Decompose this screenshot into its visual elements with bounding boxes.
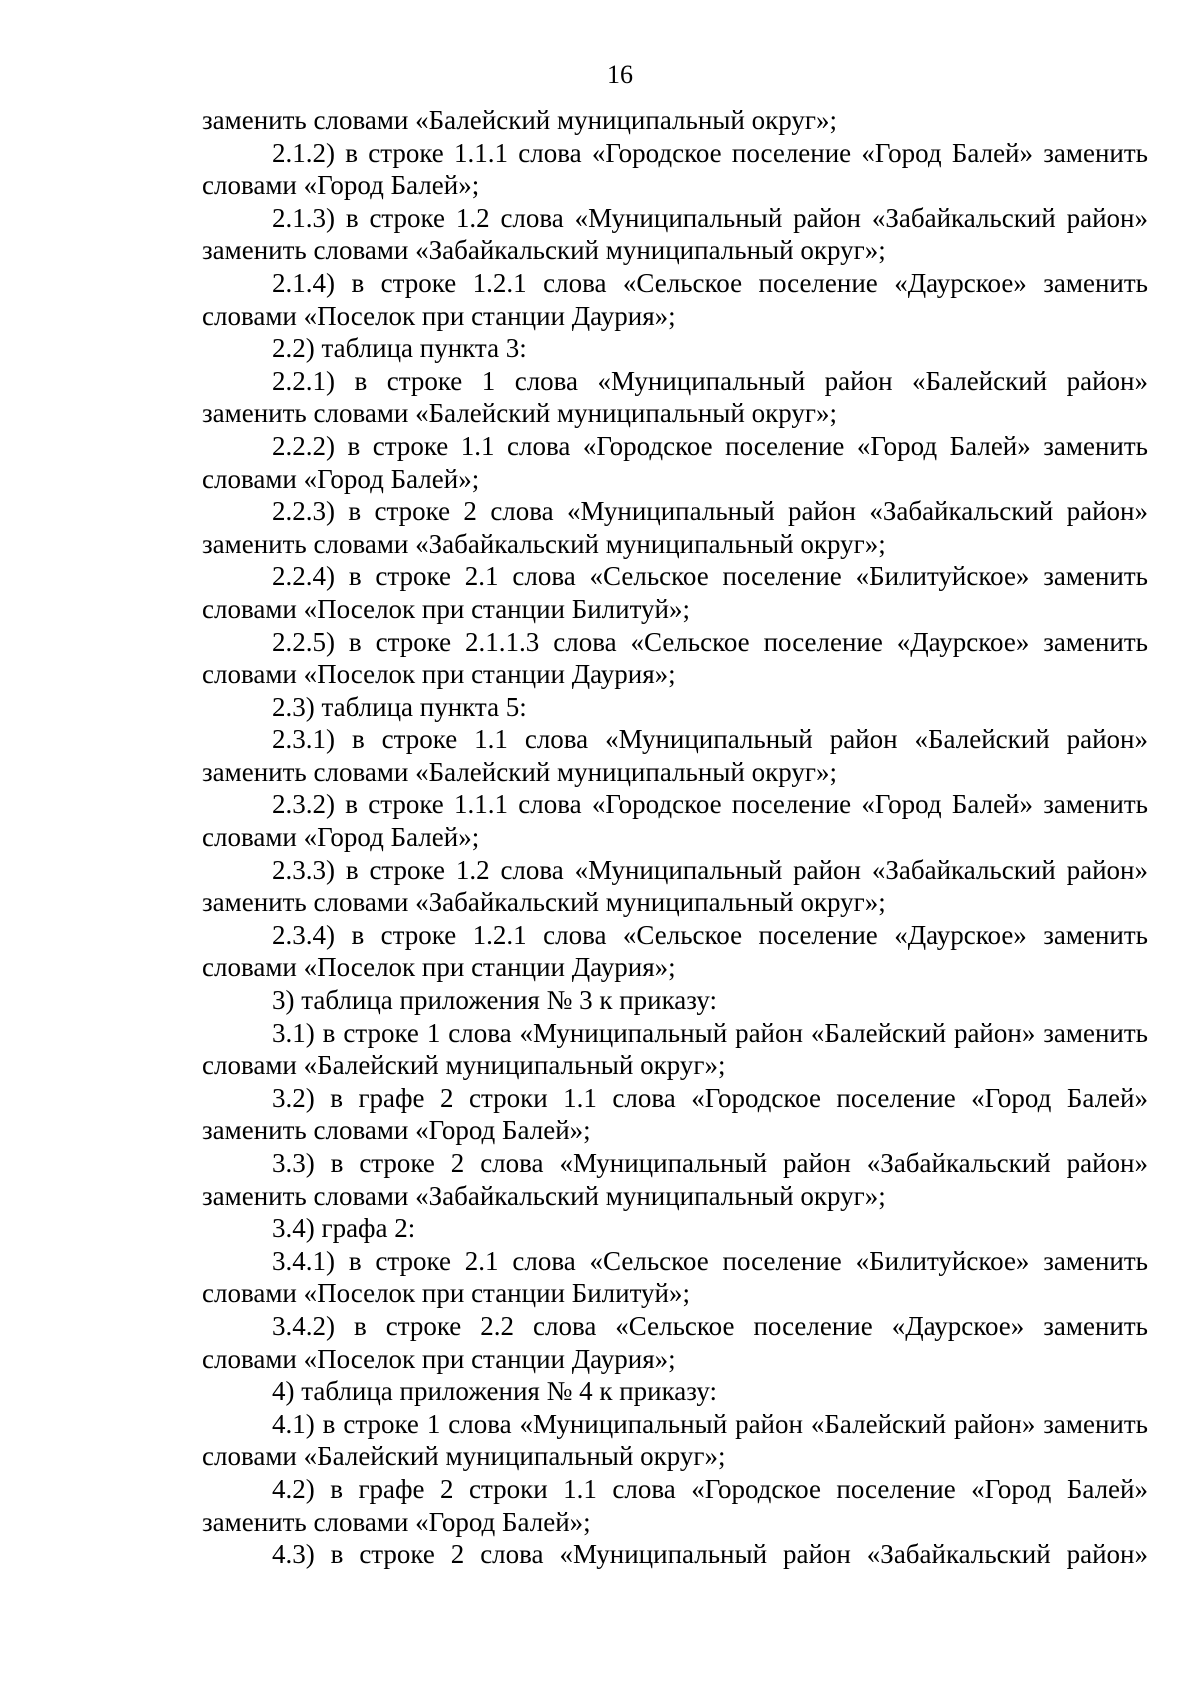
paragraph: 2.2) таблица пункта 3: bbox=[272, 333, 527, 364]
paragraph: 3) таблица приложения № 3 к приказу: bbox=[272, 985, 718, 1016]
paragraph: 2.2.5) в строке 2.1.1.3 слова «Сельское поселение «Даурское» заменить словами «Поселок при станции Даурия»; bbox=[202, 626, 1148, 690]
page-number: 16 bbox=[607, 60, 633, 89]
paragraph: 2.2.3) в строке 2 слова «Муниципальный район «Забайкальский район» заменить словами «Забайкальский муниципальный округ»; bbox=[202, 496, 1148, 559]
paragraph: 2.2.1) в строке 1 слова «Муниципальный район «Балейский район» заменить словами «Балейский муниципальный округ»; bbox=[202, 365, 1148, 429]
paragraph: 4.1) в строке 1 слова «Муниципальный район «Балейский район» заменить словами «Балейский муниципальный округ»; bbox=[202, 1408, 1148, 1472]
paragraph: 2.3.4) в строке 1.2.1 слова «Сельское поселение «Даурское» заменить словами «Поселок при станции Даурия»; bbox=[202, 919, 1148, 983]
paragraph: 2.3.2) в строке 1.1.1 слова «Городское поселение «Город Балей» заменить словами «Город Балей»; bbox=[202, 789, 1148, 853]
paragraph: 2.3.1) в строке 1.1 слова «Муниципальный район «Балейский район» заменить словами «Балейский муниципальный округ»; bbox=[202, 724, 1148, 787]
paragraph: 4.2) в графе 2 строки 1.1 слова «Городское поселение «Город Балей» заменить словами «Город Балей»; bbox=[202, 1473, 1148, 1537]
paragraph: 2.2.4) в строке 2.1 слова «Сельское поселение «Билитуйское» заменить словами «Поселок при станции Билитуй»; bbox=[202, 561, 1148, 624]
paragraph: 3.3) в строке 2 слова «Муниципальный район «Забайкальский район» заменить словами «Забайкальский муниципальный округ»; bbox=[202, 1148, 1148, 1211]
paragraph: 2.1.2) в строке 1.1.1 слова «Городское поселение «Город Балей» заменить словами «Город Балей»; bbox=[202, 137, 1148, 201]
paragraph: 3.4.2) в строке 2.2 слова «Сельское поселение «Даурское» заменить словами «Поселок при станции Даурия»; bbox=[202, 1310, 1148, 1374]
paragraph: 2.3) таблица пункта 5: bbox=[272, 691, 527, 722]
paragraph: 3.4.1) в строке 2.1 слова «Сельское поселение «Билитуйское» заменить словами «Поселок при станции Билитуй»; bbox=[202, 1245, 1148, 1309]
paragraph: 3.1) в строке 1 слова «Муниципальный район «Балейский район» заменить словами «Балейский муниципальный округ»; bbox=[202, 1017, 1148, 1081]
paragraph: 4) таблица приложения № 4 к приказу: bbox=[272, 1376, 718, 1407]
paragraph: заменить словами «Балейский муниципальный округ»; bbox=[202, 105, 837, 135]
paragraph: 2.1.4) в строке 1.2.1 слова «Сельское поселение «Даурское» заменить словами «Поселок при станции Даурия»; bbox=[202, 267, 1148, 331]
paragraph: 3.2) в графе 2 строки 1.1 слова «Городское поселение «Город Балей» заменить словами «Город Балей»; bbox=[202, 1082, 1148, 1146]
paragraph: 4.3) в строке 2 слова «Муниципальный район «Забайкальский район» bbox=[272, 1539, 1148, 1570]
paragraph: 2.2.2) в строке 1.1 слова «Городское поселение «Город Балей» заменить словами «Город Балей»; bbox=[202, 430, 1148, 494]
paragraph: 3.4) графа 2: bbox=[272, 1213, 416, 1244]
document-body bbox=[202, 104, 1148, 1571]
paragraph: 2.3.3) в строке 1.2 слова «Муниципальный район «Забайкальский район» заменить словами «Забайкальский муниципальный округ»; bbox=[202, 854, 1148, 918]
paragraph: 2.1.3) в строке 1.2 слова «Муниципальный район «Забайкальский район» заменить словами «Забайкальский муниципальный округ»; bbox=[202, 202, 1148, 266]
